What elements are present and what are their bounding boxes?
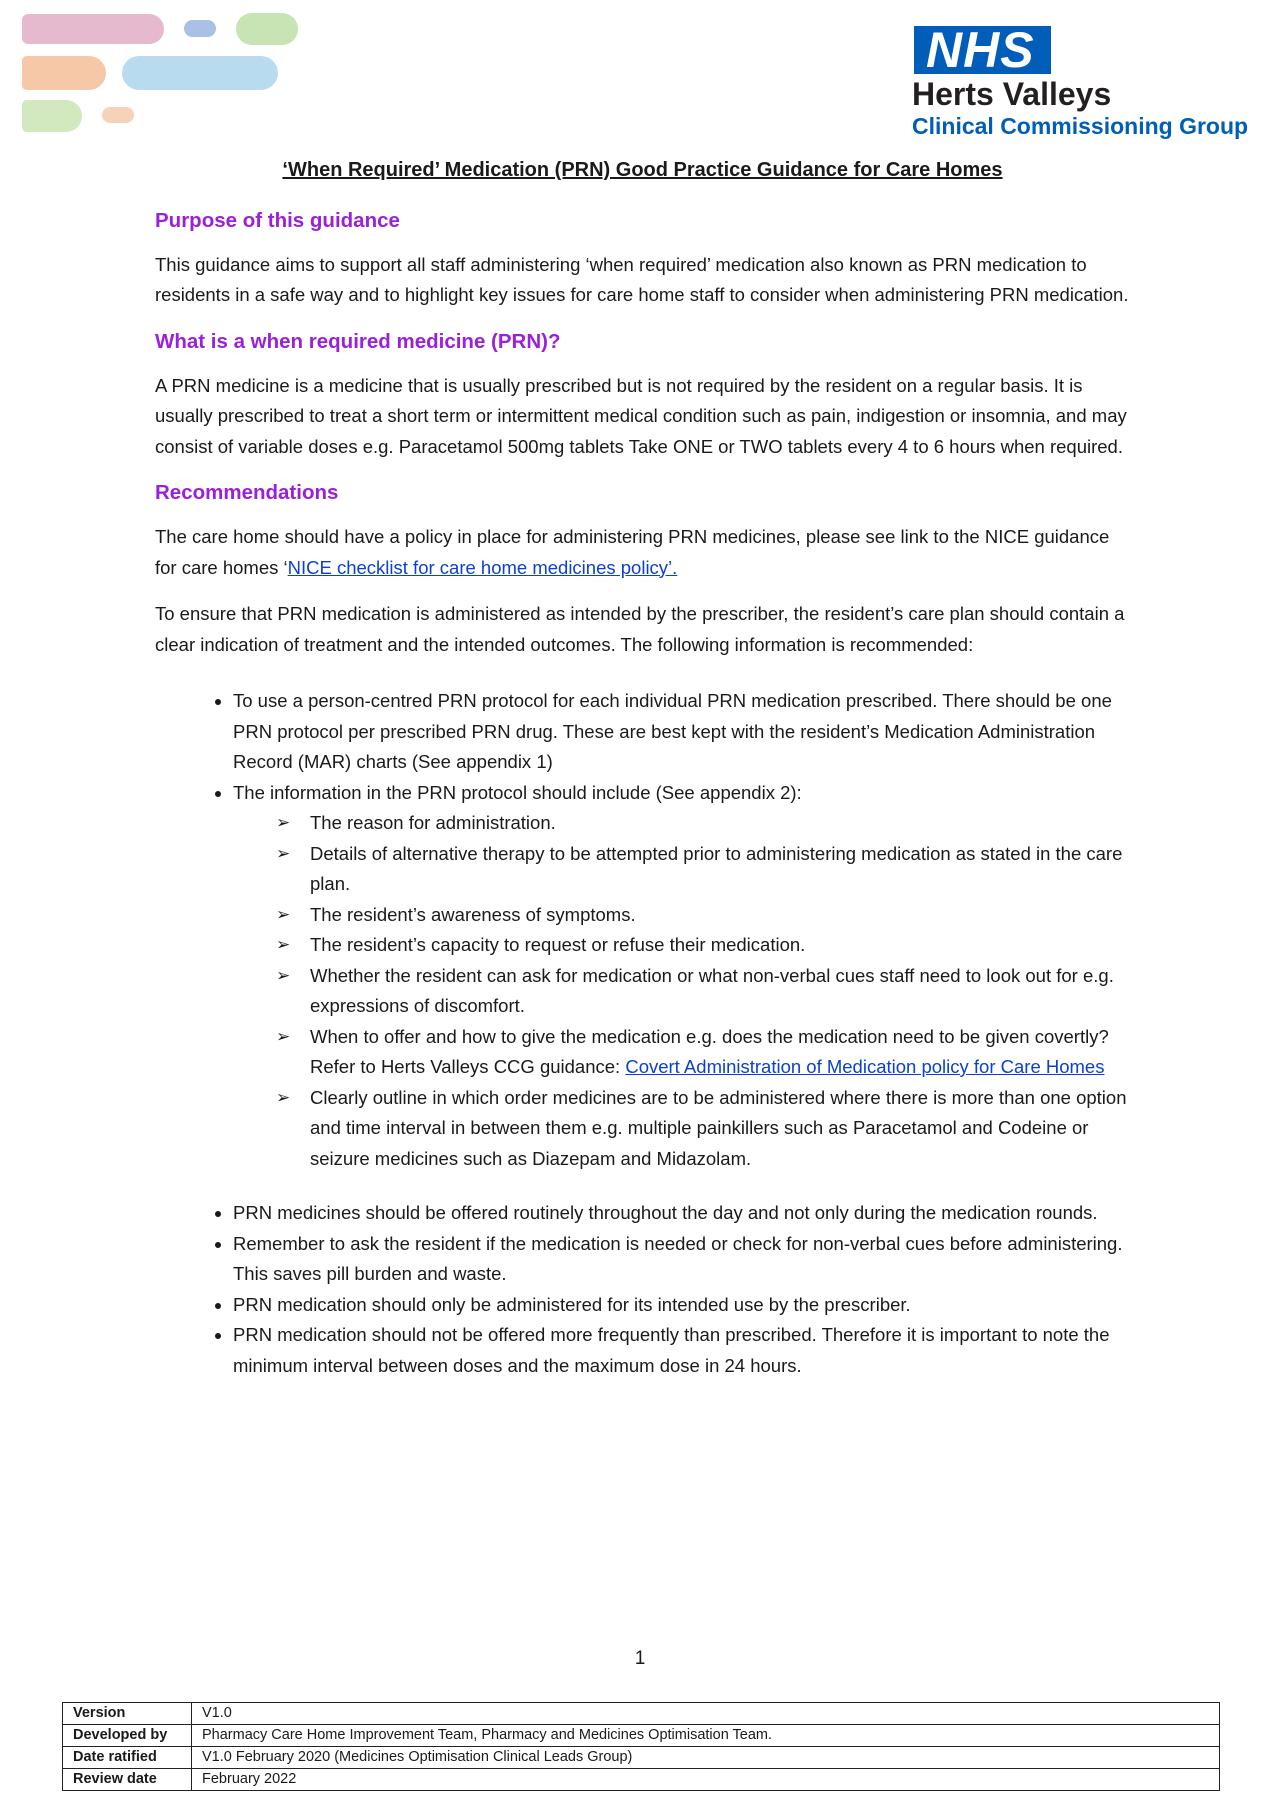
page-number: 1 [634, 1648, 646, 1669]
table-label: Developed by [63, 1725, 192, 1747]
arrow-item: ➢ Whether the resident can ask for medication or what non-verbal cues staff need to look out for e.g. expressions of discomfort. [310, 961, 1130, 1022]
table-label: Review date [63, 1769, 192, 1791]
covert-policy-link[interactable]: Covert Administration of Medication policy for Care Homes [625, 1056, 1105, 1077]
table-value: Pharmacy Care Home Improvement Team, Pharmacy and Medicines Optimisation Team. [192, 1725, 1220, 1747]
logo-org-subtitle: Clinical Commissioning Group [912, 113, 1249, 139]
purpose-paragraph: This guidance aims to support all staff administering ‘when required’ medication also known as PRN medication to residents in a safe way and to highlight key issues for care home staff to consider when administering PRN medication. [155, 253, 1129, 305]
recommendation-bullets [155, 686, 1130, 808]
nice-checklist-link[interactable]: NICE checklist for care home medicines policy’. [287, 556, 678, 578]
table-value: V1.0 February 2020 (Medicines Optimisation Clinical Leads Group) [192, 1747, 1220, 1769]
ensure-paragraph: To ensure that PRN medication is administered as intended by the prescriber, the resident’s care plan should contain a clear indication of treatment and the intended outcomes. The following information is recommended: [155, 603, 1125, 655]
arrow-item: ➢ Details of alternative therapy to be attempted prior to administering medication as stated in the care plan. [310, 839, 1130, 900]
document-body [155, 155, 1130, 1381]
heading-purpose: Purpose of this guidance [155, 208, 400, 232]
covert-text: When to offer and how to give the medication e.g. does the medication need to be given covertly? Refer to Herts Valleys CCG guidance: [310, 1025, 1109, 1077]
bullet-protocol: • To use a person-centred PRN protocol for each individual PRN medication prescribed. There should be one PRN protocol per prescribed PRN drug. These are best kept with the resident’s Medication Administration Record (MAR) charts (See appendix 1) [233, 686, 1130, 778]
additional-bullets [155, 1198, 1130, 1381]
bullet-item: • PRN medication should not be offered more frequently than prescribed. Therefore it is important to note the minimum interval between doses and the maximum dose in 24 hours. [233, 1320, 1130, 1381]
policy-paragraph [155, 522, 1130, 583]
arrow-item: ➢ The reason for administration. [310, 808, 1130, 839]
bullet-item: • PRN medicines should be offered routinely throughout the day and not only during the medication rounds. [233, 1198, 1130, 1229]
logo-org-name: Herts Valleys [912, 76, 1112, 112]
arrow-item: ➢ Clearly outline in which order medicines are to be administered where there is more than one option and time interval in between them e.g. multiple painkillers such as Paracetamol and Codeine or seizure medicines such as Diazepam and Midazolam. [310, 1083, 1130, 1175]
arrow-item: ➢ The resident’s capacity to request or refuse their medication. [310, 930, 1130, 961]
table-value: V1.0 [192, 1703, 1220, 1725]
heading-what-is-prn: What is a when required medicine (PRN)? [155, 329, 561, 353]
nhs-logo-box: NHS [914, 26, 1051, 74]
table-row [63, 1703, 1220, 1725]
policy-text: The care home should have a policy in place for administering PRN medicines, please see link to the NICE guidance for care homes ‘ [155, 526, 1110, 578]
table-row [63, 1747, 1220, 1769]
table-row [63, 1725, 1220, 1747]
arrow-item: ➢ The resident’s awareness of symptoms. [310, 900, 1130, 931]
bullet-item: • PRN medication should only be administered for its intended use by the prescriber. [233, 1290, 1130, 1321]
table-label: Date ratified [63, 1747, 192, 1769]
table-value: February 2022 [192, 1769, 1220, 1791]
nhs-logo [912, 22, 1272, 140]
document-title: ‘When Required’ Medication (PRN) Good Practice Guidance for Care Homes [282, 159, 1003, 181]
table-row [63, 1769, 1220, 1791]
table-label: Version [63, 1703, 192, 1725]
arrow-item-covert [310, 1022, 1130, 1083]
what-is-prn-paragraph: A PRN medicine is a medicine that is usually prescribed but is not required by the resident on a regular basis. It is usually prescribed to treat a short term or intermittent medical condition such as pain, indigestion or insomnia, and may consist of variable doses e.g. Paracetamol 500mg tablets Take ONE or TWO tablets every 4 to 6 hours when required. [155, 374, 1127, 457]
document-info-table [62, 1702, 1220, 1791]
protocol-info-list [155, 808, 1130, 1174]
heading-recommendations: Recommendations [155, 481, 339, 504]
bullet-item: • Remember to ask the resident if the medication is needed or check for non-verbal cues before administering. This saves pill burden and waste. [233, 1229, 1130, 1290]
bullet-protocol-info: • The information in the PRN protocol should include (See appendix 2): [233, 778, 1130, 809]
